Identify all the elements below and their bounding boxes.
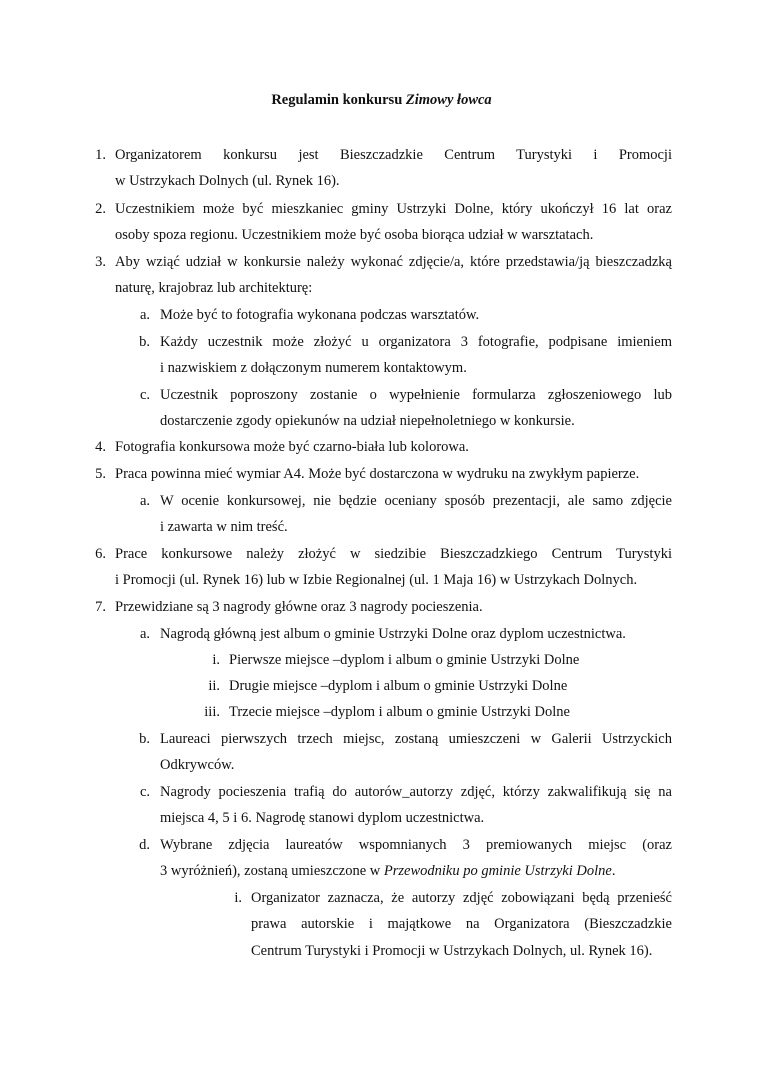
item-7c-line-1: Nagrody pocieszenia trafią do autorów_autorzy zdjęć, którzy zakwalifikują się na [160, 784, 672, 800]
subitem-letter: a. [139, 493, 150, 509]
item-3b-line-1: Każdy uczestnik może złożyć u organizatora 3 fotografie, podpisane imieniem [160, 334, 672, 350]
item-7d-period: . [611, 863, 616, 879]
subitem-letter: d. [139, 837, 150, 853]
guide-title: Przewodniku po gminie Ustrzyki Dolne [383, 863, 612, 879]
item-3c-line-1: Uczestnik poproszony zostanie o wypełnienie formularza zgłoszeniowego lub [160, 387, 672, 403]
item-3-line-2: naturę, krajobraz lub architekturę: [115, 280, 313, 296]
item-7d-i-line-2: prawa autorskie i majątkowe na Organizatora (Bieszczadzkie [251, 916, 672, 932]
item-7a-i: Pierwsze miejsce –dyplom i album o gminie Ustrzyki Dolne [229, 652, 580, 668]
item-7b-line-2: Odkrywców. [160, 757, 235, 773]
item-2-line-1: Uczestnikiem może być mieszkaniec gminy Ustrzyki Dolne, który ukończył 16 lat oraz [115, 201, 672, 217]
item-number: 2. [95, 201, 106, 217]
subitem-roman: iii. [204, 704, 220, 720]
item-7c-line-2: miejsca 4, 5 i 6. Nagrodę stanowi dyplom uczestnictwa. [160, 810, 485, 826]
item-3b-line-2: i nazwiskiem z dołączonym numerem kontaktowym. [160, 360, 467, 376]
item-number: 4. [95, 439, 106, 455]
item-3a-line-1: Może być to fotografia wykonana podczas warsztatów. [160, 307, 480, 323]
item-number: 1. [95, 147, 106, 163]
item-7d-i-line-3: Centrum Turystyki i Promocji w Ustrzykach Dolnych, ul. Rynek 16). [251, 943, 653, 959]
item-number: 3. [95, 254, 106, 270]
subitem-letter: a. [139, 307, 150, 323]
item-number: 5. [95, 466, 106, 482]
subitem-letter: a. [139, 626, 150, 642]
title-contest-name: Zimowy łowca [405, 92, 492, 108]
item-7a-line-1: Nagrodą główną jest album o gminie Ustrzyki Dolne oraz dyplom uczestnictwa. [160, 626, 626, 642]
subitem-letter: c. [139, 387, 150, 403]
title-main: Regulamin konkursu [271, 92, 403, 108]
item-5-line-1: Praca powinna mieć wymiar A4. Może być dostarczona w wydruku na zwykłym papierze. [115, 466, 640, 482]
item-5a-line-1: W ocenie konkursowej, nie będzie oceniany sposób prezentacji, ale samo zdjęcie [160, 493, 672, 509]
item-7d-text: 3 wyróżnień), zostaną umieszczone w [160, 863, 381, 879]
item-7d-line-2 [160, 862, 615, 880]
item-7b-line-1: Laureaci pierwszych trzech miejsc, zostaną umieszczeni w Galerii Ustrzyckich [160, 731, 672, 747]
subitem-roman: i. [234, 890, 242, 906]
document-title [0, 92, 763, 109]
item-2-line-2: osoby spoza regionu. Uczestnikiem może być osoba biorąca udział w warsztatach. [115, 227, 594, 243]
item-1-line-1: Organizatorem konkursu jest Bieszczadzkie Centrum Turystyki i Promocji [115, 147, 672, 163]
item-7-line-1: Przewidziane są 3 nagrody główne oraz 3 nagrody pocieszenia. [115, 599, 483, 615]
subitem-roman: i. [212, 652, 220, 668]
item-7d-i-line-1: Organizator zaznacza, że autorzy zdjęć zobowiązani będą przenieść [251, 890, 672, 906]
subitem-letter: b. [139, 731, 150, 747]
item-7a-ii: Drugie miejsce –dyplom i album o gminie Ustrzyki Dolne [229, 678, 568, 694]
item-7d-line-1: Wybrane zdjęcia laureatów wspomnianych 3 premiowanych miejsc (oraz [160, 837, 672, 853]
item-number: 7. [95, 599, 106, 615]
subitem-letter: b. [139, 334, 150, 350]
item-4-line-1: Fotografia konkursowa może być czarno-biała lub kolorowa. [115, 439, 469, 455]
item-number: 6. [95, 546, 106, 562]
item-3c-line-2: dostarczenie zgody opiekunów na udział niepełnoletniego w konkursie. [160, 413, 575, 429]
item-5a-line-2: i zawarta w nim treść. [160, 519, 288, 535]
subitem-letter: c. [139, 784, 150, 800]
item-7a-iii: Trzecie miejsce –dyplom i album o gminie Ustrzyki Dolne [229, 704, 570, 720]
item-3-line-1: Aby wziąć udział w konkursie należy wykonać zdjęcie/a, które przedstawia/ją bieszczadzką [115, 254, 672, 270]
item-1-line-2: w Ustrzykach Dolnych (ul. Rynek 16). [115, 173, 340, 189]
subitem-roman: ii. [208, 678, 220, 694]
item-6-line-2: i Promocji (ul. Rynek 16) lub w Izbie Regionalnej (ul. 1 Maja 16) w Ustrzykach Dolnych. [115, 572, 638, 588]
item-6-line-1: Prace konkursowe należy złożyć w siedzibie Bieszczadzkiego Centrum Turystyki [115, 546, 672, 562]
